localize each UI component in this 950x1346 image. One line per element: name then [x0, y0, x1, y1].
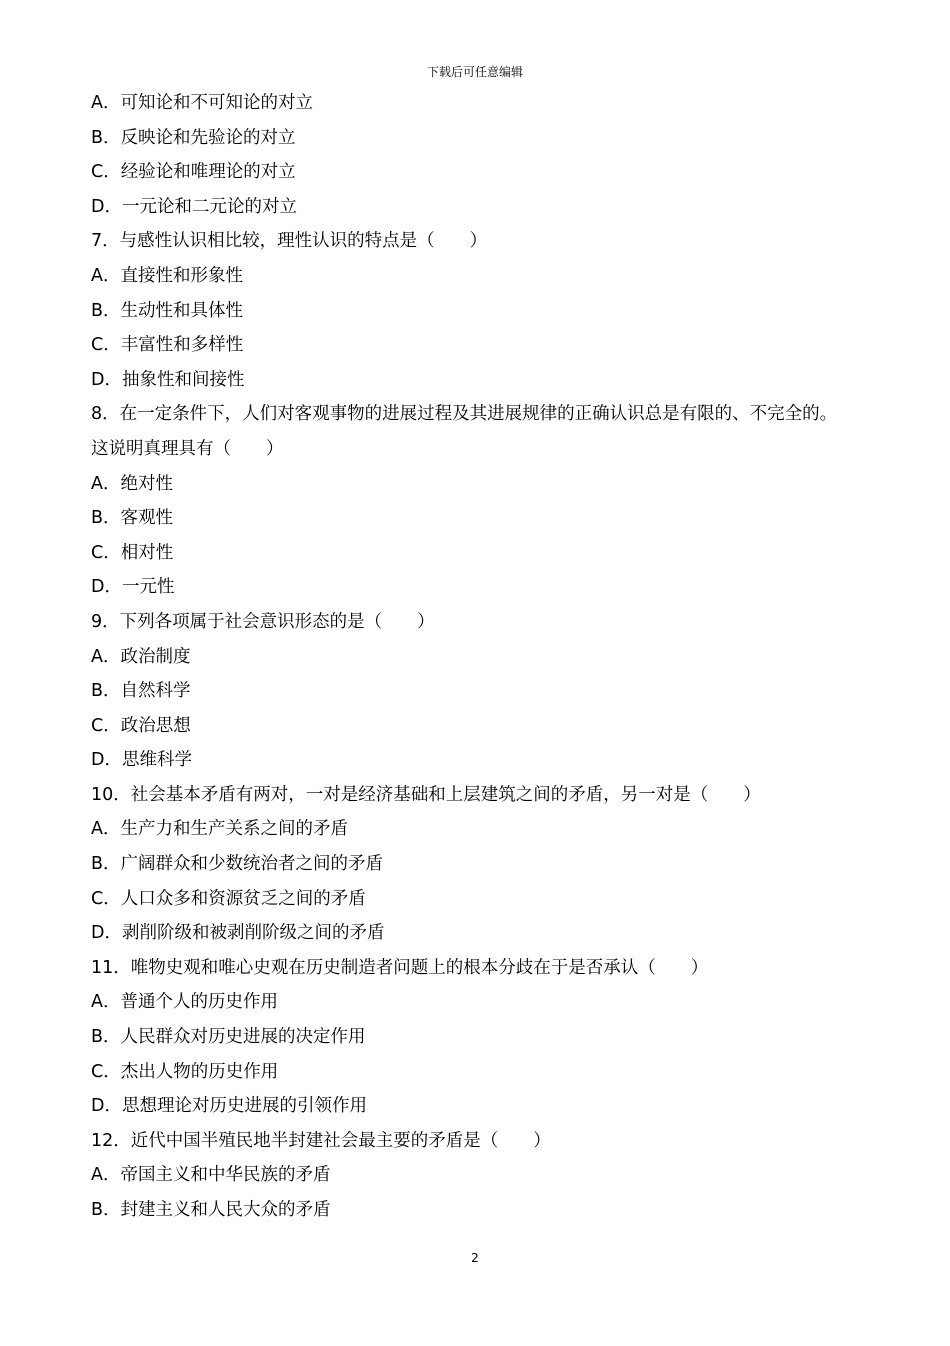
option-line: D．思想理论对历史进展的引领作用 — [91, 1096, 367, 1117]
question-11: 11．唯物史观和唯心史观在历史制造者问题上的根本分歧在于是否承认（ ） — [91, 957, 709, 978]
option-line: B．人民群众对历史进展的决定作用 — [91, 1027, 366, 1048]
option-line: D．一元论和二元论的对立 — [91, 196, 297, 217]
option-line: D．一元性 — [91, 577, 175, 598]
question-9: 9．下列各项属于社会意识形态的是（ ） — [91, 611, 435, 632]
option-line: A．绝对性 — [91, 473, 173, 494]
option-line: B．生动性和具体性 — [91, 300, 244, 321]
option-line: B．反映论和先验论的对立 — [91, 127, 296, 148]
option-line: D．抽象性和间接性 — [91, 369, 245, 390]
page-header: 下载后可任意编辑 — [426, 65, 523, 79]
option-line: A．直接性和形象性 — [91, 265, 243, 286]
option-line: C．丰富性和多样性 — [91, 335, 244, 356]
question-7: 7．与感性认识相比较，理性认识的特点是（ ） — [91, 231, 488, 252]
option-line: C．杰出人物的历史作用 — [91, 1061, 279, 1082]
option-line: A．政治制度 — [91, 646, 191, 667]
option-line: B．封建主义和人民大众的矛盾 — [91, 1200, 331, 1220]
question-content — [91, 86, 941, 1228]
option-line: D．思维科学 — [91, 750, 192, 771]
question-8: 8．在一定条件下，人们对客观事物的进展过程及其进展规律的正确认识总是有限的、不完全的。 — [91, 404, 838, 425]
option-line: B．客观性 — [91, 508, 174, 529]
option-line: B．自然科学 — [91, 681, 191, 702]
option-line: A．生产力和生产关系之间的矛盾 — [91, 819, 348, 840]
option-line: A．普通个人的历史作用 — [91, 992, 278, 1013]
option-line: B．广阔群众和少数统治者之间的矛盾 — [91, 854, 384, 875]
option-line: A．可知论和不可知论的对立 — [91, 93, 313, 113]
question-12: 12．近代中国半殖民地半封建社会最主要的矛盾是（ ） — [91, 1130, 551, 1151]
option-line: D．剥削阶级和被剥削阶级之间的矛盾 — [91, 923, 385, 944]
option-line: A．帝国主义和中华民族的矛盾 — [91, 1165, 331, 1186]
question-10: 10．社会基本矛盾有两对，一对是经济基础和上层建筑之间的矛盾，另一对是（ ） — [91, 784, 761, 805]
page-number: 2 — [471, 1251, 479, 1265]
option-line: C．相对性 — [91, 542, 174, 563]
option-line: C．政治思想 — [91, 715, 191, 736]
question-8-continued: 这说明真理具有（ ） — [91, 438, 284, 459]
option-line: C．人口众多和资源贫乏之间的矛盾 — [91, 888, 366, 909]
option-line: C．经验论和唯理论的对立 — [91, 162, 296, 183]
